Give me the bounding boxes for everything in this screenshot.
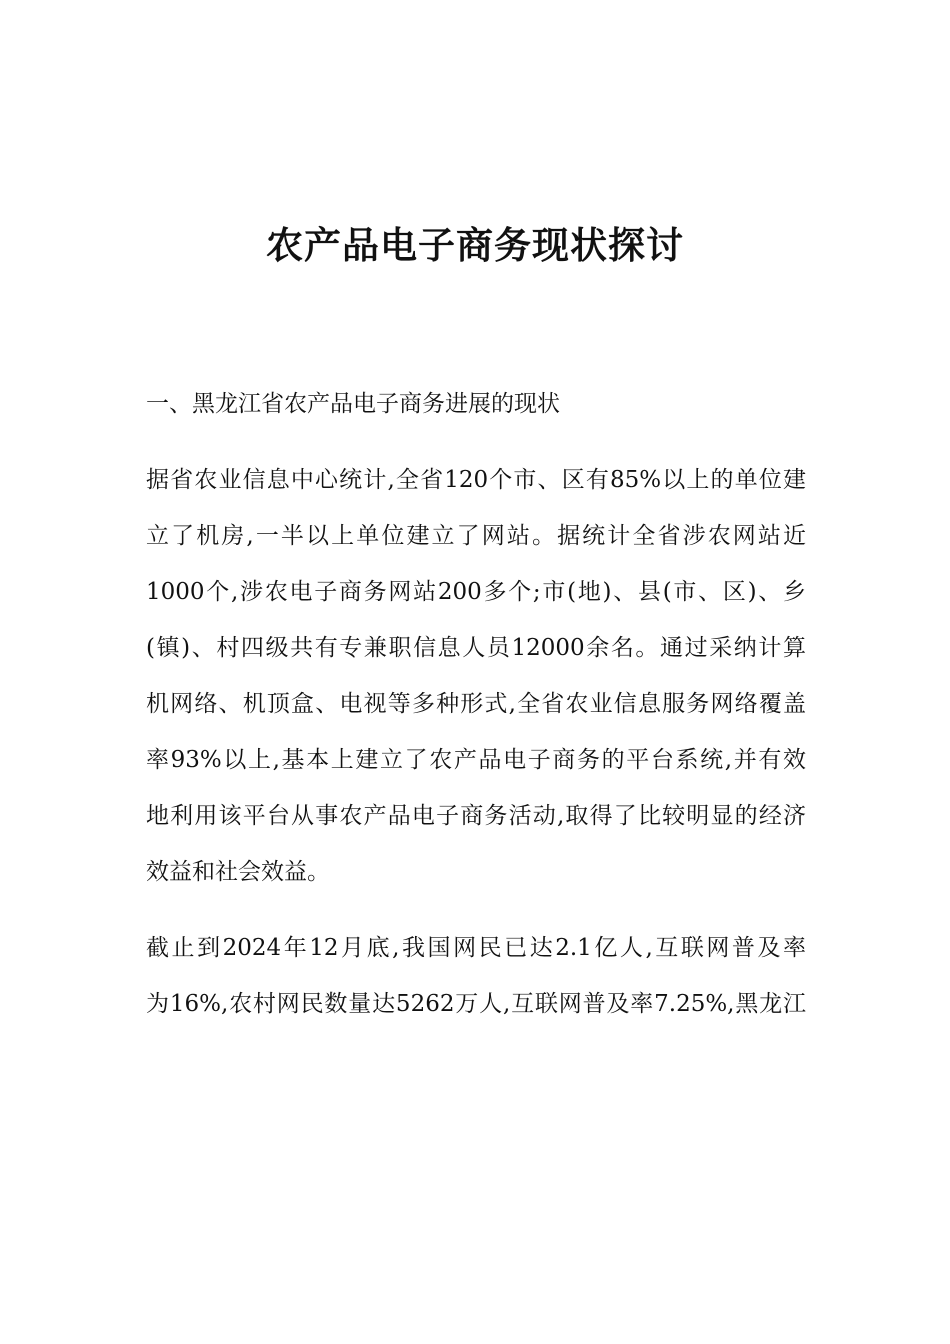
paragraph-line: (镇)、村四级共有专兼职信息人员12000余名。通过采纳计算 <box>146 635 806 661</box>
paragraph-line: 率93%以上,基本上建立了农产品电子商务的平台系统,并有效 <box>146 747 806 773</box>
document-body <box>146 376 806 1032</box>
paragraph-line: 立了机房,一半以上单位建立了网站。据统计全省涉农网站近 <box>146 523 806 549</box>
document-title: 农产品电子商务现状探讨 <box>266 224 684 267</box>
paragraph-line: 效益和社会效益。 <box>146 859 330 885</box>
paragraph-line: 截止到2024年12月底,我国网民已达2.1亿人,互联网普及率 <box>146 935 806 961</box>
paragraph-line: 为16%,农村网民数量达5262万人,互联网普及率7.25%,黑龙江 <box>146 991 806 1017</box>
paragraph-line: 机网络、机顶盒、电视等多种形式,全省农业信息服务网络覆盖 <box>146 691 806 717</box>
paragraph-line: 地利用该平台从事农产品电子商务活动,取得了比较明显的经济 <box>146 803 806 829</box>
section-heading: 一、黑龙江省农产品电子商务进展的现状 <box>146 391 560 417</box>
paragraph-line: 据省农业信息中心统计,全省120个市、区有85%以上的单位建 <box>146 467 806 493</box>
paragraph-1 <box>146 452 806 900</box>
paragraph-2 <box>146 920 806 1032</box>
paragraph-line: 1000个,涉农电子商务网站200多个;市(地)、县(市、区)、乡 <box>146 579 806 605</box>
